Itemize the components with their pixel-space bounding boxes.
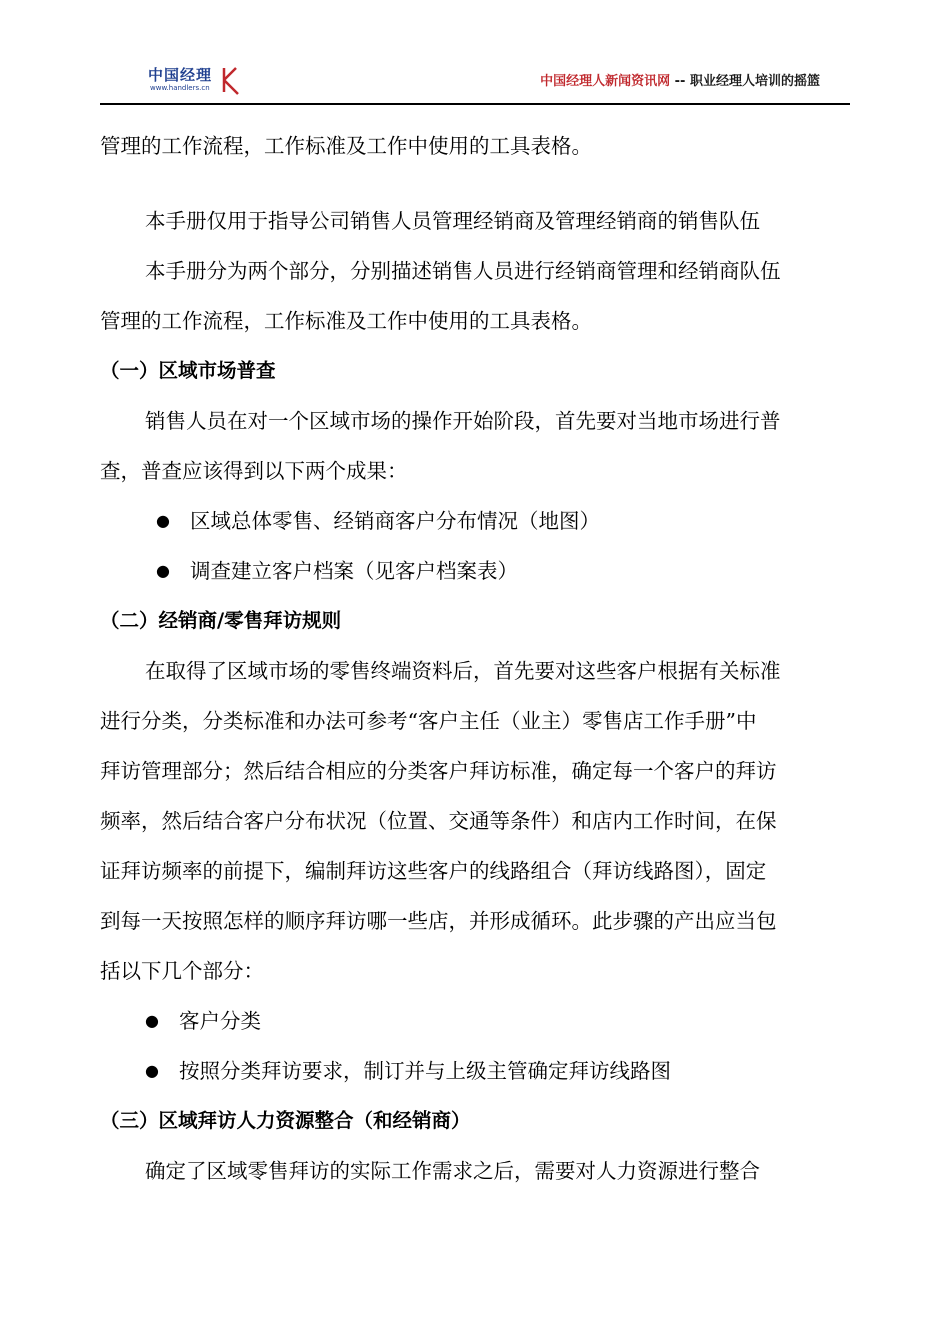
bullet-icon: ● [145, 1061, 159, 1080]
document-body [100, 121, 850, 1196]
logo-url: www.handlers.cn [150, 84, 210, 92]
paragraph-line: 到每一天按照怎样的顺序拜访哪一些店，并形成循环。此步骤的产出应当包 [100, 909, 777, 933]
list-item [100, 996, 850, 1046]
paragraph-line: 进行分类，分类标准和办法可参考“客户主任（业主）零售店工作手册”中 [100, 709, 757, 733]
header-title [540, 70, 820, 89]
bullet-icon: ● [145, 1011, 159, 1030]
logo-mark-icon [220, 66, 242, 96]
paragraph-line: 确定了区域零售拜访的实际工作需求之后，需要对人力资源进行整合 [145, 1159, 760, 1183]
section-heading: （一）区域市场普查 [100, 359, 276, 382]
list-item [100, 496, 850, 546]
page-header [100, 60, 850, 105]
paragraph-line: 括以下几个部分： [100, 959, 264, 983]
list-item-text: 客户分类 [179, 1009, 261, 1033]
list-item-text: 调查建立客户档案（见客户档案表） [190, 559, 518, 583]
logo-text: 中国经理 [148, 66, 213, 84]
section-heading: （二）经销商/零售拜访规则 [100, 609, 342, 632]
list-item-text: 按照分类拜访要求，制订并与上级主管确定拜访线路图 [179, 1059, 671, 1083]
paragraph-line: 频率，然后结合客户分布状况（位置、交通等条件）和店内工作时间，在保 [100, 809, 777, 833]
logo [148, 64, 268, 100]
list-item [100, 1046, 850, 1096]
paragraph-line: 证拜访频率的前提下，编制拜访这些客户的线路组合（拜访线路图），固定 [100, 859, 767, 883]
list-item-text: 区域总体零售、经销商客户分布情况（地图） [190, 509, 600, 533]
paragraph-line: 在取得了区域市场的零售终端资料后，首先要对这些客户根据有关标准 [145, 659, 781, 683]
section-heading: （三）区域拜访人力资源整合（和经销商） [100, 1109, 471, 1132]
list-item [100, 546, 850, 596]
paragraph-line: 销售人员在对一个区域市场的操作开始阶段，首先要对当地市场进行普 [145, 409, 781, 433]
header-separator: -- [674, 74, 686, 89]
paragraph-line: 管理的工作流程，工作标准及工作中使用的工具表格。 [100, 309, 592, 333]
paragraph: 管理的工作流程，工作标准及工作中使用的工具表格。 [100, 134, 592, 158]
paragraph: 本手册仅用于指导公司销售人员管理经销商及管理经销商的销售队伍 [145, 209, 760, 233]
slogan: 职业经理人培训的摇篮 [689, 74, 820, 89]
paragraph-line: 本手册分为两个部分，分别描述销售人员进行经销商管理和经销商队伍 [145, 259, 781, 283]
header-rule [100, 103, 850, 105]
paragraph-line: 查，普查应该得到以下两个成果： [100, 459, 408, 483]
bullet-icon: ● [156, 561, 170, 580]
paragraph-line: 拜访管理部分；然后结合相应的分类客户拜访标准，确定每一个客户的拜访 [100, 759, 777, 783]
bullet-icon: ● [156, 511, 170, 530]
site-name: 中国经理人新闻资讯网 [540, 74, 671, 89]
